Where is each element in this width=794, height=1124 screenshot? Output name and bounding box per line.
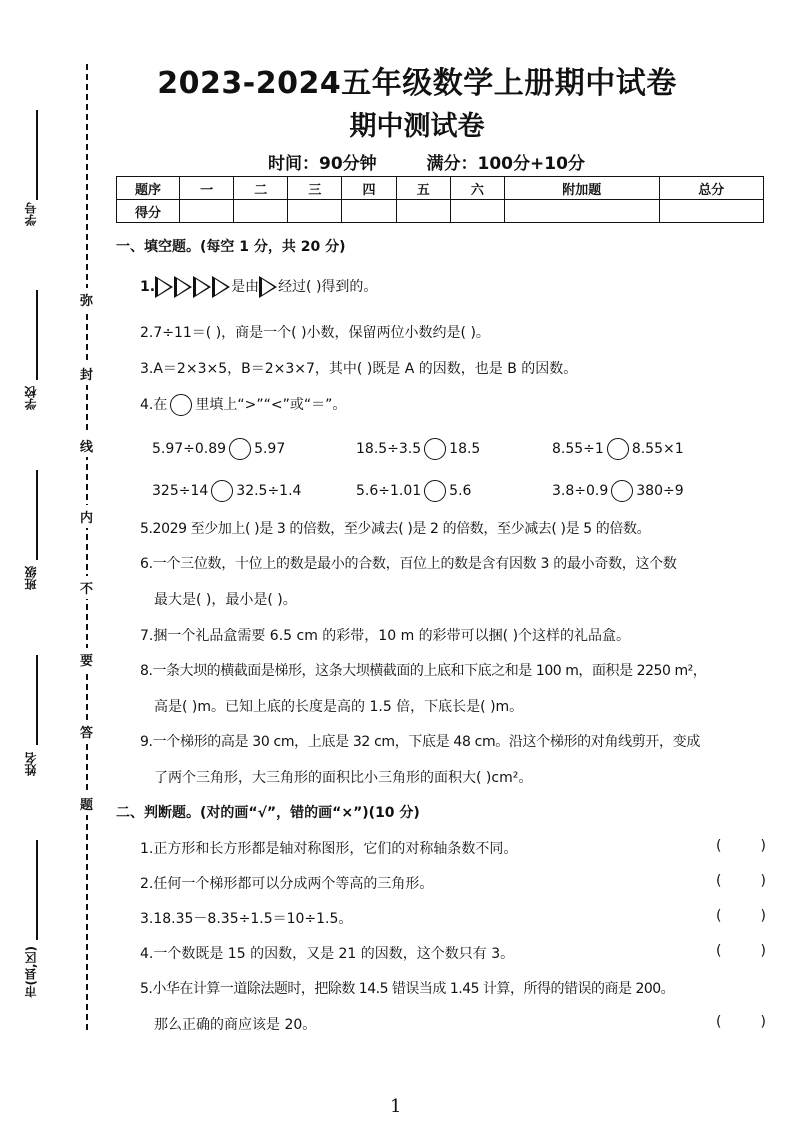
- full-score: 满分：100分+10分: [426, 154, 585, 174]
- score-table-cell: 得分: [117, 200, 180, 223]
- paren-close: ): [760, 908, 766, 924]
- compare-left: 8.55÷1: [552, 441, 604, 457]
- seal-char: 内: [80, 505, 93, 528]
- school-line: [36, 290, 38, 380]
- triangle-icon: [259, 276, 277, 298]
- question-9-line2: 了两个三角形，大三角形的面积比小三角形的面积大( )cm²。: [154, 770, 533, 786]
- question-7: 7.捆一个礼品盒需要 6.5 cm 的彩带，10 m 的彩带可以捆( )个这样的礼品盒。: [140, 628, 631, 644]
- school-label: 学校: [24, 386, 38, 410]
- question-6-line2: 最大是( )，最小是( )。: [154, 592, 297, 608]
- compare-circle[interactable]: [229, 438, 251, 460]
- triangle-icon: [212, 276, 230, 298]
- score-cell[interactable]: [659, 200, 763, 223]
- triangle-icon: [155, 276, 173, 298]
- judge-item-5-line1: 5.小华在计算一道除法题时，把除数 14.5 错误当成 1.45 计算，所得的错误的商是 200。: [140, 981, 675, 997]
- class-line: [36, 470, 38, 560]
- exam-info: [268, 149, 585, 174]
- question-8-line2: 高是( )m。已知上底的长度是高的 1.5 倍，下底长是( )m。: [154, 699, 524, 715]
- question-9-line1: 9.一个梯形的高是 30 cm，上底是 32 cm，下底是 48 cm。沿这个梯形的对角线剪开，变成: [140, 734, 701, 750]
- compare-right: 380÷9: [636, 483, 684, 499]
- score-table-cell: 三: [288, 177, 342, 200]
- judge-item-4: 4.一个数既是 15 的因数，又是 21 的因数，这个数只有 3。: [140, 946, 515, 962]
- score-table-cell: 五: [396, 177, 450, 200]
- score-cell[interactable]: [288, 200, 342, 223]
- paren-close: ): [760, 1014, 766, 1030]
- score-table-cell: 题序: [117, 177, 180, 200]
- score-table-cell: 附加题: [504, 177, 659, 200]
- question-number: 1.: [140, 279, 156, 295]
- question-4: [140, 394, 346, 416]
- compare-left: 5.6÷1.01: [356, 483, 422, 499]
- seal-char: 要: [80, 648, 93, 671]
- page-number: 1: [390, 1096, 402, 1117]
- district-label: 市(县,区): [24, 946, 38, 998]
- question-text: 经过( )得到的。: [278, 279, 378, 295]
- compare-item: [552, 480, 684, 502]
- seal-char: 线: [80, 434, 93, 457]
- question-text: 是由: [231, 279, 260, 295]
- score-table-cell: 四: [342, 177, 396, 200]
- compare-left: 5.97÷0.89: [152, 441, 227, 457]
- question-text: 里填上“>”“<”或“＝”。: [195, 397, 347, 413]
- score-cell[interactable]: [396, 200, 450, 223]
- question-8-line1: 8.一条大坝的横截面是梯形，这条大坝横截面的上底和下底之和是 100 m，面积是 2250 m²，: [140, 663, 707, 679]
- score-table-cell: 总分: [659, 177, 763, 200]
- question-5: 5.2029 至少加上( )是 3 的倍数，至少减去( )是 2 的倍数，至少减去( )是 5 的倍数。: [140, 521, 651, 537]
- section2-heading: 二、判断题。(对的画“√”，错的画“×”)(10 分): [116, 805, 420, 821]
- compare-circle[interactable]: [211, 480, 233, 502]
- compare-right: 18.5: [449, 441, 481, 457]
- compare-item: [356, 438, 480, 460]
- exam-subtitle: 期中测试卷: [349, 111, 485, 142]
- paren-open: (: [716, 838, 722, 854]
- score-table: [116, 176, 764, 223]
- district-line: [36, 840, 38, 940]
- compare-item: [152, 438, 285, 460]
- compare-item: [552, 438, 684, 460]
- circle-icon: [170, 394, 192, 416]
- seal-char: 弥: [80, 288, 93, 311]
- compare-circle[interactable]: [424, 438, 446, 460]
- paren-open: (: [716, 873, 722, 889]
- score-cell[interactable]: [504, 200, 659, 223]
- question-2: 2.7÷11＝( )，商是一个( )小数，保留两位小数约是( )。: [140, 325, 490, 341]
- question-text: 4.在: [140, 397, 168, 413]
- compare-circle[interactable]: [611, 480, 633, 502]
- answer-parens[interactable]: [716, 1014, 766, 1030]
- time-limit: 时间：90分钟: [268, 154, 377, 174]
- compare-item: [152, 480, 301, 502]
- score-table-cell: 一: [180, 177, 234, 200]
- compare-right: 8.55×1: [631, 441, 684, 457]
- paren-open: (: [716, 1014, 722, 1030]
- compare-left: 18.5÷3.5: [356, 441, 422, 457]
- triangle-icon: [193, 276, 211, 298]
- judge-item-3: 3.18.35－8.35÷1.5＝10÷1.5。: [140, 911, 353, 927]
- compare-right: 32.5÷1.4: [236, 483, 302, 499]
- paren-open: (: [716, 908, 722, 924]
- paren-open: (: [716, 943, 722, 959]
- answer-parens[interactable]: [716, 873, 766, 889]
- score-table-cell: 二: [234, 177, 288, 200]
- score-cell[interactable]: [234, 200, 288, 223]
- score-cell[interactable]: [180, 200, 234, 223]
- compare-right: 5.97: [254, 441, 286, 457]
- seal-char: 答: [80, 720, 93, 743]
- paren-close: ): [760, 838, 766, 854]
- exam-title: 2023-2024五年级数学上册期中试卷: [157, 66, 677, 101]
- compare-left: 3.8÷0.9: [552, 483, 609, 499]
- question-6-line1: 6.一个三位数，十位上的数是最小的合数，百位上的数是含有因数 3 的最小奇数，这个数: [140, 556, 677, 572]
- answer-parens[interactable]: [716, 943, 766, 959]
- question-1: [140, 276, 377, 298]
- seal-char: 不: [80, 576, 93, 599]
- class-label: 班级: [24, 566, 38, 590]
- judge-item-5-line2: 那么正确的商应该是 20。: [154, 1017, 317, 1033]
- compare-circle[interactable]: [424, 480, 446, 502]
- paren-close: ): [760, 943, 766, 959]
- seal-dashed-line: [86, 64, 88, 1030]
- answer-parens[interactable]: [716, 838, 766, 854]
- compare-left: 325÷14: [152, 483, 209, 499]
- seal-char: 题: [80, 792, 93, 815]
- student-id-label: 学号: [24, 202, 38, 226]
- triangle-icon: [174, 276, 192, 298]
- score-cell[interactable]: [342, 200, 396, 223]
- name-line: [36, 655, 38, 745]
- paren-close: ): [760, 873, 766, 889]
- judge-item-1: 1.正方形和长方形都是轴对称图形，它们的对称轴条数不同。: [140, 841, 518, 857]
- score-cell[interactable]: [450, 200, 504, 223]
- section1-heading: 一、填空题。(每空 1 分，共 20 分): [116, 239, 346, 255]
- name-label: 姓名: [24, 752, 38, 776]
- compare-circle[interactable]: [607, 438, 629, 460]
- compare-right: 5.6: [449, 483, 472, 499]
- question-3: 3.A＝2×3×5，B＝2×3×7，其中( )既是 A 的因数，也是 B 的因数。: [140, 361, 578, 377]
- compare-item: [356, 480, 471, 502]
- score-table-header-row: [117, 177, 764, 200]
- judge-item-2: 2.任何一个梯形都可以分成两个等高的三角形。: [140, 876, 434, 892]
- score-table-cell: 六: [450, 177, 504, 200]
- answer-parens[interactable]: [716, 908, 766, 924]
- score-table-score-row: [117, 200, 764, 223]
- seal-char: 封: [80, 362, 93, 385]
